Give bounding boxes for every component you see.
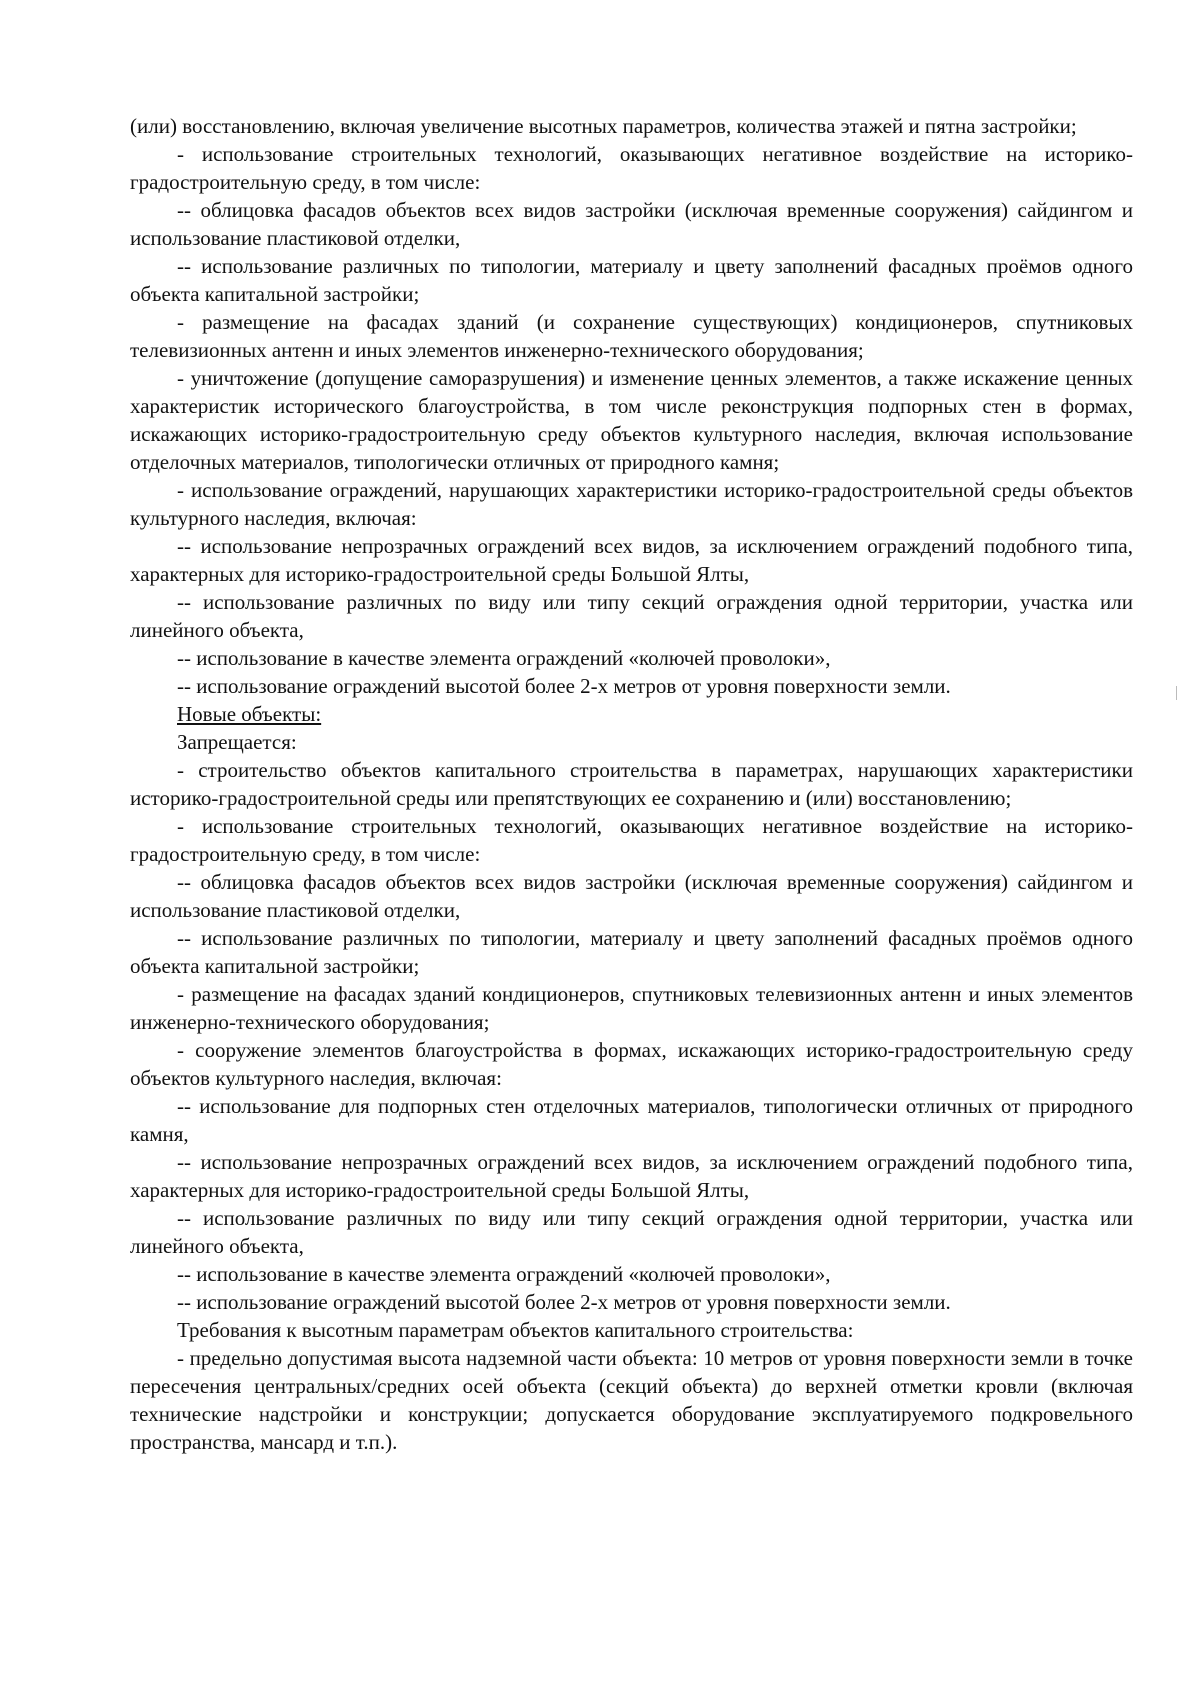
- section-heading: [130, 700, 1133, 728]
- paragraph: - строительство объектов капитального строительства в параметрах, нарушающих характеристики историко-градостроительной среды или препятствующих ее сохранению и (или) восстановлению;: [130, 758, 1133, 810]
- paragraph: -- использование ограждений высотой более 2-х метров от уровня поверхности земли.: [177, 1290, 951, 1314]
- paragraph: - сооружение элементов благоустройства в формах, искажающих историко-градостроительную среду объектов культурного наследия, включая:: [130, 1038, 1133, 1090]
- paragraph: Требования к высотным параметрам объектов капитального строительства:: [177, 1318, 854, 1342]
- paragraph: - размещение на фасадах зданий (и сохранение существующих) кондиционеров, спутниковых телевизионных антенн и иных элементов инженерно-технического оборудования;: [130, 310, 1133, 362]
- paragraph: -- использование в качестве элемента ограждений «колючей проволоки»,: [177, 646, 831, 670]
- paragraph: - размещение на фасадах зданий кондиционеров, спутниковых телевизионных антенн и иных элементов инженерно-технического оборудования;: [130, 982, 1133, 1034]
- paragraph: - уничтожение (допущение саморазрушения) и изменение ценных элементов, а также искажение ценных характеристик исторического благоустройства, в том числе реконструкция подпорных стен в формах, искажающих историко-градостроительную среду объектов культурного наследия, включая использование отделочных материалов, типологически отличных от природного камня;: [130, 366, 1133, 474]
- paragraph: -- использование различных по виду или типу секций ограждения одной территории, участка или линейного объекта,: [130, 590, 1133, 642]
- document-body: [130, 112, 1133, 1456]
- paragraph: -- использование для подпорных стен отделочных материалов, типологически отличных от природного камня,: [130, 1094, 1133, 1146]
- paragraph: -- использование различных по виду или типу секций ограждения одной территории, участка или линейного объекта,: [130, 1206, 1133, 1258]
- paragraph: -- использование различных по типологии, материалу и цвету заполнений фасадных проёмов одного объекта капитальной застройки;: [130, 926, 1133, 978]
- paragraph: -- облицовка фасадов объектов всех видов застройки (исключая временные сооружения) сайдингом и использование пластиковой отделки,: [130, 198, 1133, 250]
- paragraph: -- использование различных по типологии, материалу и цвету заполнений фасадных проёмов одного объекта капитальной застройки;: [130, 254, 1133, 306]
- paragraph: - использование ограждений, нарушающих характеристики историко-градостроительной среды объектов культурного наследия, включая:: [130, 478, 1133, 530]
- paragraph: - использование строительных технологий, оказывающих негативное воздействие на историко-градостроительную среду, в том числе:: [130, 814, 1133, 866]
- paragraph-continuation: (или) восстановлению, включая увеличение высотных параметров, количества этажей и пятна застройки;: [130, 114, 1077, 138]
- section-heading-text: Новые объекты:: [177, 702, 322, 726]
- paragraph: -- использование в качестве элемента ограждений «колючей проволоки»,: [177, 1262, 831, 1286]
- paragraph: -- использование ограждений высотой более 2-х метров от уровня поверхности земли.: [177, 674, 951, 698]
- paragraph: - предельно допустимая высота надземной части объекта: 10 метров от уровня поверхности земли в точке пересечения центральных/средних осей объекта (секций объекта) до верхней отметки кровли (включая технические надстройки и конструкции; допускается оборудование эксплуатируемого подкровельного пространства, мансард и т.п.).: [130, 1346, 1133, 1454]
- paragraph: -- использование непрозрачных ограждений всех видов, за исключением ограждений подобного типа, характерных для историко-градостроительной среды Большой Ялты,: [130, 534, 1133, 586]
- paragraph: Запрещается:: [177, 730, 297, 754]
- paragraph: -- использование непрозрачных ограждений всех видов, за исключением ограждений подобного типа, характерных для историко-градостроительной среды Большой Ялты,: [130, 1150, 1133, 1202]
- scan-artifact: [1176, 686, 1177, 700]
- paragraph: -- облицовка фасадов объектов всех видов застройки (исключая временные сооружения) сайдингом и использование пластиковой отделки,: [130, 870, 1133, 922]
- paragraph: - использование строительных технологий, оказывающих негативное воздействие на историко-градостроительную среду, в том числе:: [130, 142, 1133, 194]
